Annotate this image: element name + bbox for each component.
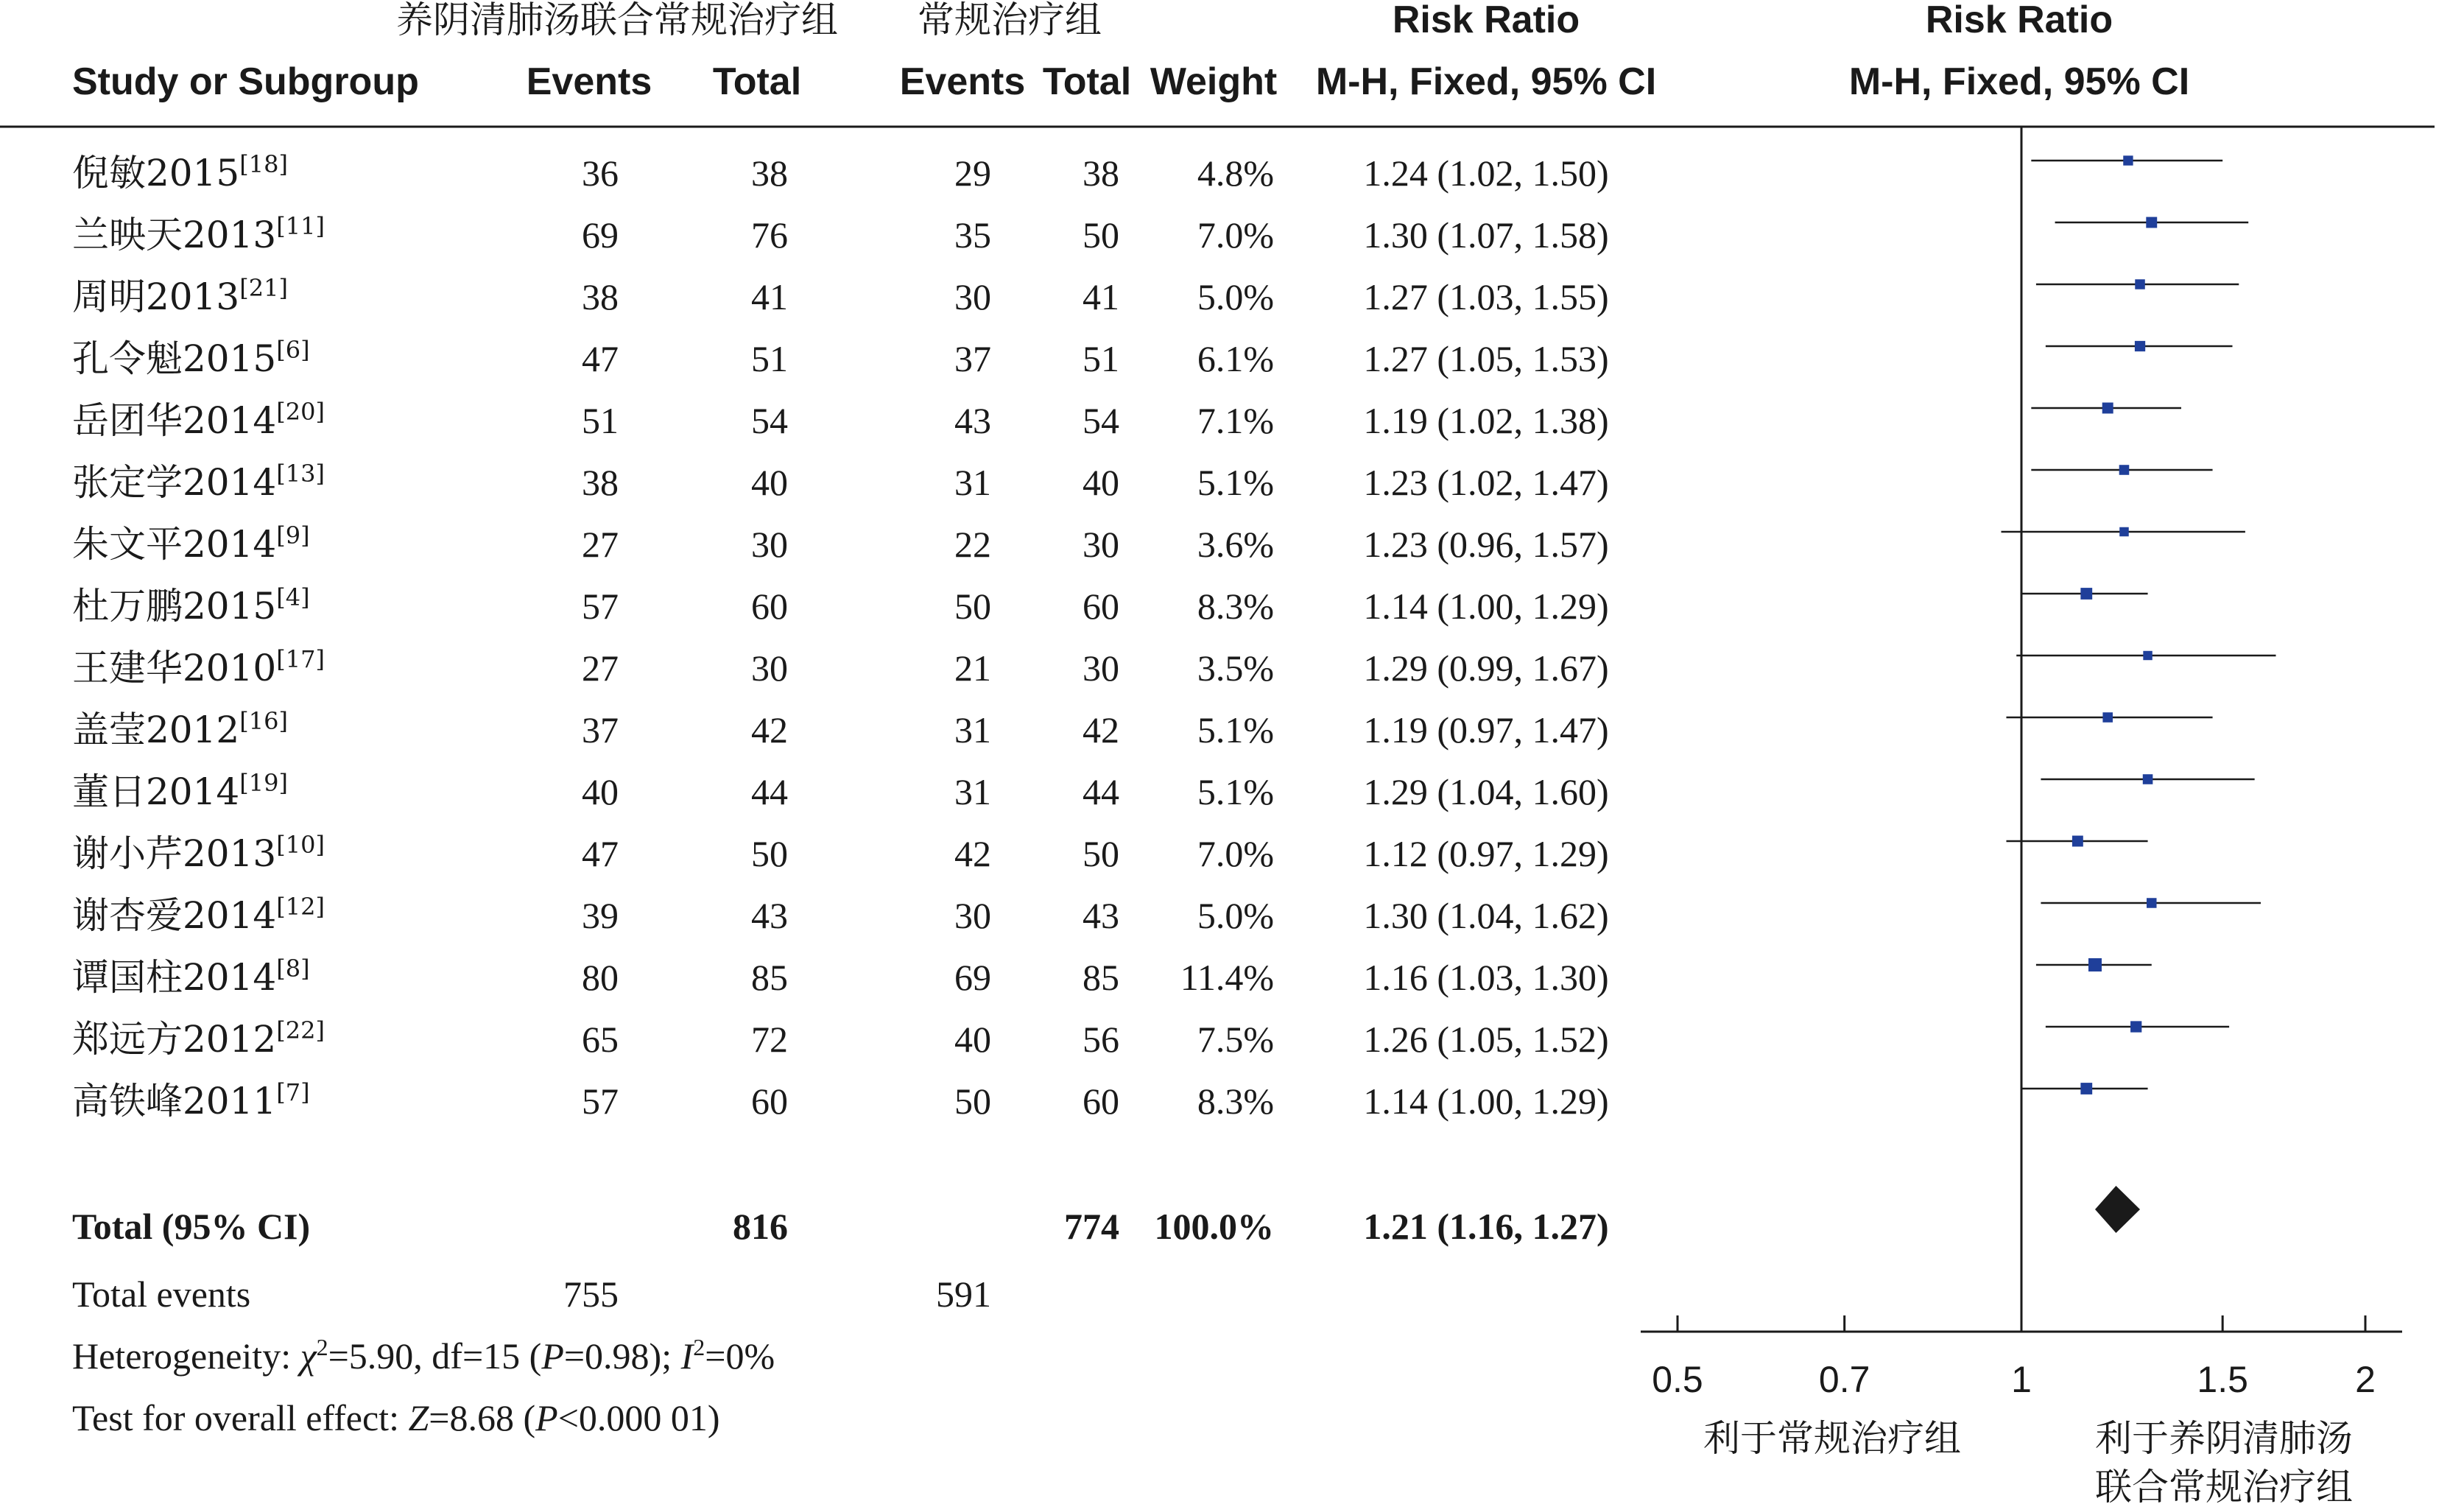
total-exp-cell: 60 bbox=[751, 1080, 788, 1122]
effect-marker bbox=[2147, 898, 2157, 908]
study-reference: [13] bbox=[276, 460, 325, 488]
events-exp-cell: 47 bbox=[582, 338, 619, 379]
events-exp-cell: 57 bbox=[582, 586, 619, 627]
x-tick-label: 0.5 bbox=[1652, 1359, 1703, 1400]
study-reference: [17] bbox=[276, 645, 325, 673]
events-ctl-cell: 43 bbox=[954, 400, 991, 441]
total-ctl-cell: 40 bbox=[1083, 462, 1119, 503]
events-ctl-cell: 69 bbox=[954, 957, 991, 998]
total-exp-cell: 72 bbox=[751, 1019, 788, 1060]
weight-cell: 7.0% bbox=[1197, 214, 1274, 256]
effect-marker bbox=[2119, 527, 2129, 537]
effect-marker bbox=[2088, 958, 2102, 971]
study-name: 周明2013[21] bbox=[72, 274, 288, 318]
header-group-control: 常规治疗组 bbox=[918, 0, 1102, 41]
total-exp-cell: 30 bbox=[751, 524, 788, 565]
events-ctl-cell: 31 bbox=[954, 462, 991, 503]
total-exp-cell: 54 bbox=[751, 400, 788, 441]
total-ctl-cell: 50 bbox=[1083, 214, 1119, 256]
header-risk-ratio-plot: Risk Ratio bbox=[1925, 0, 2113, 41]
total-ctl-cell: 41 bbox=[1083, 276, 1119, 317]
weight-cell: 5.1% bbox=[1197, 709, 1274, 751]
study-name: 兰映天2013[11] bbox=[72, 212, 325, 256]
events-exp-cell: 80 bbox=[582, 957, 619, 998]
ci-cell: 1.29 (0.99, 1.67) bbox=[1363, 647, 1609, 689]
events-exp-cell: 38 bbox=[582, 276, 619, 317]
header-risk-ratio-table: Risk Ratio bbox=[1392, 0, 1580, 41]
weight-cell: 7.5% bbox=[1197, 1019, 1274, 1060]
effect-marker bbox=[2119, 465, 2130, 475]
effect-marker bbox=[2123, 155, 2133, 165]
weight-cell: 11.4% bbox=[1180, 957, 1274, 998]
favours-experimental-label-line1: 利于养阴清肺汤 bbox=[2095, 1417, 2353, 1460]
study-reference: [22] bbox=[276, 1016, 325, 1044]
header-total-ctl: Total bbox=[1042, 60, 1132, 103]
events-ctl-cell: 42 bbox=[954, 833, 991, 874]
effect-marker bbox=[2102, 712, 2113, 723]
study-reference: [20] bbox=[276, 398, 325, 426]
events-exp-cell: 39 bbox=[582, 895, 619, 936]
weight-cell: 5.1% bbox=[1197, 462, 1274, 503]
events-exp-cell: 65 bbox=[582, 1019, 619, 1060]
total-events-label: Total events bbox=[72, 1273, 251, 1315]
events-exp-cell: 47 bbox=[582, 833, 619, 874]
weight-cell: 6.1% bbox=[1197, 338, 1274, 379]
ci-cell: 1.27 (1.03, 1.55) bbox=[1363, 276, 1609, 317]
study-reference: [16] bbox=[239, 707, 288, 735]
study-reference: [8] bbox=[276, 955, 310, 983]
total-events-exp: 755 bbox=[563, 1273, 619, 1315]
study-reference: [19] bbox=[239, 769, 288, 797]
total-exp-cell: 43 bbox=[751, 895, 788, 936]
total-exp-cell: 51 bbox=[751, 338, 788, 379]
total-exp-cell: 30 bbox=[751, 647, 788, 689]
events-exp-cell: 36 bbox=[582, 152, 619, 194]
ci-cell: 1.26 (1.05, 1.52) bbox=[1363, 1019, 1609, 1060]
ci-cell: 1.14 (1.00, 1.29) bbox=[1363, 586, 1609, 627]
total-exp-cell: 42 bbox=[751, 709, 788, 751]
header-method-table: M-H, Fixed, 95% CI bbox=[1315, 60, 1657, 103]
x-tick-label: 1.5 bbox=[2197, 1359, 2248, 1400]
study-name: 谢杏爱2014[12] bbox=[72, 893, 325, 937]
total-ctl-cell: 42 bbox=[1083, 709, 1119, 751]
events-ctl-cell: 21 bbox=[954, 647, 991, 689]
weight-cell: 5.0% bbox=[1197, 895, 1274, 936]
total-exp-cell: 60 bbox=[751, 586, 788, 627]
weight-cell: 3.6% bbox=[1197, 524, 1274, 565]
total-ctl-cell: 54 bbox=[1083, 400, 1119, 441]
study-name: 孔令魁2015[6] bbox=[72, 336, 310, 380]
study-name: 郑远方2012[22] bbox=[72, 1016, 325, 1061]
study-reference: [18] bbox=[239, 150, 288, 178]
header-events-ctl: Events bbox=[899, 60, 1026, 103]
events-ctl-cell: 22 bbox=[954, 524, 991, 565]
weight-cell: 8.3% bbox=[1197, 586, 1274, 627]
total-ctl-cell: 30 bbox=[1083, 524, 1119, 565]
study-name: 杜万鹏2015[4] bbox=[72, 583, 310, 628]
header-events-exp: Events bbox=[526, 60, 652, 103]
total-ctl-cell: 30 bbox=[1083, 647, 1119, 689]
study-reference: [11] bbox=[276, 212, 325, 240]
study-reference: [6] bbox=[276, 336, 310, 364]
events-ctl-cell: 35 bbox=[954, 214, 991, 256]
effect-marker bbox=[2072, 836, 2083, 847]
overall-effect-text: Test for overall effect: Z=8.68 (P<0.000 01) bbox=[72, 1397, 720, 1438]
study-rows bbox=[72, 150, 1609, 1122]
study-reference: [4] bbox=[276, 583, 310, 611]
events-ctl-cell: 50 bbox=[954, 1080, 991, 1122]
ci-cell: 1.30 (1.07, 1.58) bbox=[1363, 214, 1609, 256]
events-exp-cell: 57 bbox=[582, 1080, 619, 1122]
ci-cell: 1.16 (1.03, 1.30) bbox=[1363, 957, 1609, 998]
study-name: 岳团华2014[20] bbox=[72, 398, 325, 442]
study-name: 朱文平2014[9] bbox=[72, 521, 310, 566]
header-total-exp: Total bbox=[712, 60, 802, 103]
total-ctl-cell: 60 bbox=[1083, 586, 1119, 627]
weight-cell: 7.0% bbox=[1197, 833, 1274, 874]
total-events-ctl: 591 bbox=[936, 1273, 991, 1315]
study-name: 盖莹2012[16] bbox=[72, 707, 288, 751]
ci-cell: 1.23 (0.96, 1.57) bbox=[1363, 524, 1609, 565]
header-group-experimental: 养阴清肺汤联合常规治疗组 bbox=[396, 0, 838, 41]
total-exp-cell: 50 bbox=[751, 833, 788, 874]
weight-cell: 8.3% bbox=[1197, 1080, 1274, 1122]
favours-experimental-label-line2: 联合常规治疗组 bbox=[2095, 1466, 2353, 1504]
effect-marker bbox=[2143, 651, 2152, 660]
events-ctl-cell: 31 bbox=[954, 771, 991, 812]
x-tick-label: 0.7 bbox=[1818, 1359, 1870, 1400]
effect-marker bbox=[2102, 403, 2113, 414]
total-label: Total (95% CI) bbox=[72, 1206, 311, 1247]
events-exp-cell: 69 bbox=[582, 214, 619, 256]
events-exp-cell: 51 bbox=[582, 400, 619, 441]
events-exp-cell: 27 bbox=[582, 647, 619, 689]
study-name: 谭国柱2014[8] bbox=[72, 955, 310, 999]
ci-cell: 1.24 (1.02, 1.50) bbox=[1363, 152, 1609, 194]
study-reference: [7] bbox=[276, 1078, 310, 1106]
events-ctl-cell: 30 bbox=[954, 276, 991, 317]
total-exp: 816 bbox=[733, 1206, 788, 1247]
events-ctl-cell: 29 bbox=[954, 152, 991, 194]
study-reference: [9] bbox=[276, 521, 310, 549]
ci-cell: 1.14 (1.00, 1.29) bbox=[1363, 1080, 1609, 1122]
ci-cell: 1.23 (1.02, 1.47) bbox=[1363, 462, 1609, 503]
header-weight: Weight bbox=[1150, 60, 1278, 103]
heterogeneity-text: Heterogeneity: $\chi^2=5.90$, df=15 (P=0.98); $I^2=0\%$ bbox=[72, 1334, 775, 1377]
weight-cell: 3.5% bbox=[1197, 647, 1274, 689]
events-ctl-cell: 40 bbox=[954, 1019, 991, 1060]
total-ctl: 774 bbox=[1064, 1206, 1119, 1247]
study-name: 董日2014[19] bbox=[72, 769, 288, 813]
study-name: 张定学2014[13] bbox=[72, 460, 325, 504]
total-exp-cell: 85 bbox=[751, 957, 788, 998]
total-ctl-cell: 51 bbox=[1083, 338, 1119, 379]
total-ctl-cell: 85 bbox=[1083, 957, 1119, 998]
events-exp-cell: 37 bbox=[582, 709, 619, 751]
study-reference: [21] bbox=[239, 274, 288, 302]
ci-cell: 1.12 (0.97, 1.29) bbox=[1363, 833, 1609, 874]
ci-cell: 1.27 (1.05, 1.53) bbox=[1363, 338, 1609, 379]
header-method-plot: M-H, Fixed, 95% CI bbox=[1848, 60, 2190, 103]
events-ctl-cell: 37 bbox=[954, 338, 991, 379]
effect-marker bbox=[2130, 1021, 2141, 1032]
study-name: 高铁峰2011[7] bbox=[72, 1078, 310, 1122]
effect-marker bbox=[2080, 588, 2092, 600]
effect-marker bbox=[2080, 1083, 2092, 1094]
events-ctl-cell: 31 bbox=[954, 709, 991, 751]
effect-marker bbox=[2143, 774, 2153, 784]
total-ctl-cell: 56 bbox=[1083, 1019, 1119, 1060]
pooled-diamond bbox=[2095, 1186, 2140, 1233]
ci-cell: 1.29 (1.04, 1.60) bbox=[1363, 771, 1609, 812]
total-ctl-cell: 43 bbox=[1083, 895, 1119, 936]
total-exp-cell: 76 bbox=[751, 214, 788, 256]
events-exp-cell: 38 bbox=[582, 462, 619, 503]
weight-cell: 4.8% bbox=[1197, 152, 1274, 194]
total-exp-cell: 41 bbox=[751, 276, 788, 317]
events-exp-cell: 40 bbox=[582, 771, 619, 812]
total-ci: 1.21 (1.16, 1.27) bbox=[1363, 1206, 1609, 1247]
effect-marker bbox=[2146, 217, 2157, 228]
ci-cell: 1.30 (1.04, 1.62) bbox=[1363, 895, 1609, 936]
study-name: 王建华2010[17] bbox=[72, 645, 325, 689]
ci-cell: 1.19 (1.02, 1.38) bbox=[1363, 400, 1609, 441]
effect-marker bbox=[2135, 279, 2145, 289]
total-ctl-cell: 50 bbox=[1083, 833, 1119, 874]
events-ctl-cell: 50 bbox=[954, 586, 991, 627]
weight-cell: 5.0% bbox=[1197, 276, 1274, 317]
total-exp-cell: 38 bbox=[751, 152, 788, 194]
weight-cell: 5.1% bbox=[1197, 771, 1274, 812]
effect-marker bbox=[2135, 341, 2145, 351]
study-name: 谢小芹2013[10] bbox=[72, 831, 325, 875]
total-ctl-cell: 60 bbox=[1083, 1080, 1119, 1122]
events-ctl-cell: 30 bbox=[954, 895, 991, 936]
total-ctl-cell: 38 bbox=[1083, 152, 1119, 194]
total-ctl-cell: 44 bbox=[1083, 771, 1119, 812]
favours-control-label: 利于常规治疗组 bbox=[1703, 1417, 1961, 1460]
total-weight: 100.0% bbox=[1154, 1206, 1274, 1247]
x-tick-label: 2 bbox=[2355, 1359, 2376, 1400]
ci-cell: 1.19 (0.97, 1.47) bbox=[1363, 709, 1609, 751]
events-exp-cell: 27 bbox=[582, 524, 619, 565]
study-reference: [10] bbox=[276, 831, 325, 859]
study-reference: [12] bbox=[276, 893, 325, 921]
plot-area bbox=[1641, 127, 2402, 1400]
weight-cell: 7.1% bbox=[1197, 400, 1274, 441]
header-study: Study or Subgroup bbox=[72, 60, 419, 103]
x-tick-label: 1 bbox=[2011, 1359, 2032, 1400]
total-exp-cell: 44 bbox=[751, 771, 788, 812]
study-name: 倪敏2015[18] bbox=[72, 150, 288, 194]
total-exp-cell: 40 bbox=[751, 462, 788, 503]
